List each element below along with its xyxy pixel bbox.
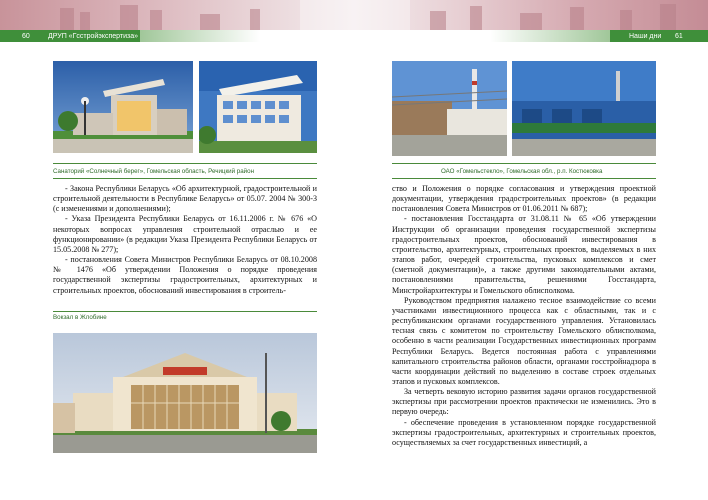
caption-sanatorium: Санаторий «Солнечный берег», Гомельская область, Речицкий район [53, 168, 254, 175]
right-paragraph-4: За четверть вековую историю развития задачи органов государственной экспертизы при рассмотрении проектов практически не изменились. Это в первую очередь: [392, 387, 656, 417]
glassworks-photo-2 [512, 61, 656, 156]
caption-divider-left-2 [53, 178, 317, 179]
sanatorium-photo-1 [53, 61, 193, 153]
header-banner-image [0, 0, 708, 30]
left-paragraph-3: - постановления Совета Министров Республики Беларусь от 08.10.2008 № 1476 «Об утверждении Положения о порядке проведения государственной экспертизы градостроительных, архитектурных и строительных проектов, обоснований инвестирования в строитель- [53, 255, 317, 295]
header-accent-fade-right [490, 30, 610, 42]
right-paragraph-2: - постановления Госстандарта от 31.08.11 № 65 «Об утверждении Инструкции об организации проведения государственной экспертизы градостроительных проектов, обоснований инвестирования в строительство, архитектурных, строительных проектов, выделяемых в них этапов работ, очередей строительства, пусковых комплексов и смет (сметной документации)», а также другими законодательными актами, постановлениями правительства, решениями Госстандарта, Минстройархитектуры и Гомельского облисполкома. [392, 214, 656, 295]
header-accent-fade-left [140, 30, 260, 42]
city-skyline-graphic [0, 0, 708, 30]
running-header-publisher: ДРУП «Гсстройэкспертиза» [48, 33, 139, 40]
left-text-column [53, 184, 317, 302]
sanatorium-photo-2 [199, 61, 317, 153]
right-paragraph-5: - обеспечение проведения в установленном порядке государственной экспертизы градостроительных, архитектурных и строительных проектов, осуществляемых за счет государственных инвестиций, а [392, 417, 656, 447]
caption-glassworks: ОАО «Гомельстекло», Гомельская обл., р.п. Костюковка [441, 168, 603, 175]
caption-divider-right [392, 163, 656, 164]
zhlobin-station-photo [53, 333, 317, 453]
running-header-section: Наши дни [629, 33, 662, 40]
page-number-right: 61 [675, 33, 683, 40]
page-number-left: 60 [22, 33, 30, 40]
glassworks-photo-1 [392, 61, 507, 156]
caption-divider-left [53, 163, 317, 164]
left-paragraph-2: - Указа Президента Республики Беларусь от 16.11.2006 г. № 676 «О некоторых вопросах управления строительной отраслью и ее функционировании» (в редакции Указа Президента Республики Беларусь от 15.05.2008 № 277); [53, 214, 317, 254]
left-paragraph-1: - Закона Республики Беларусь «Об архитектурной, градостроительной и строительной деятельности в Республике Беларусь» от 05.07. 2004 № 300-З (с изменениями и дополнениями); [53, 184, 317, 214]
caption-divider-right-2 [392, 178, 656, 179]
right-paragraph-1: ство и Положения о порядке согласования и утверждения проектной документации, утверждения градостроительных проектов» (в редакции постановления Совета Министров от 01.06.2011 № 687); [392, 184, 656, 214]
caption-divider-station [53, 311, 317, 312]
right-text-column [392, 184, 656, 470]
caption-station: Вокзал в Жлобине [53, 314, 107, 321]
right-paragraph-3: Руководством предприятия налажено тесное взаимодействие со всеми участниками инвестиционного процесса как с областными, так и с республиканским органами государственного управления. Установилась тесная связь с комитетом по строительству Гомельского облисполкома, особенно в части реализации Государственных инвестиционных программ Республики Беларусь. Ведется постоянная работа с управлениями капитального строительства районов области, органами госстройнадзора в части координации действий по выделению в составе строек отдельных этапов и пусковых комплексов. [392, 295, 656, 386]
